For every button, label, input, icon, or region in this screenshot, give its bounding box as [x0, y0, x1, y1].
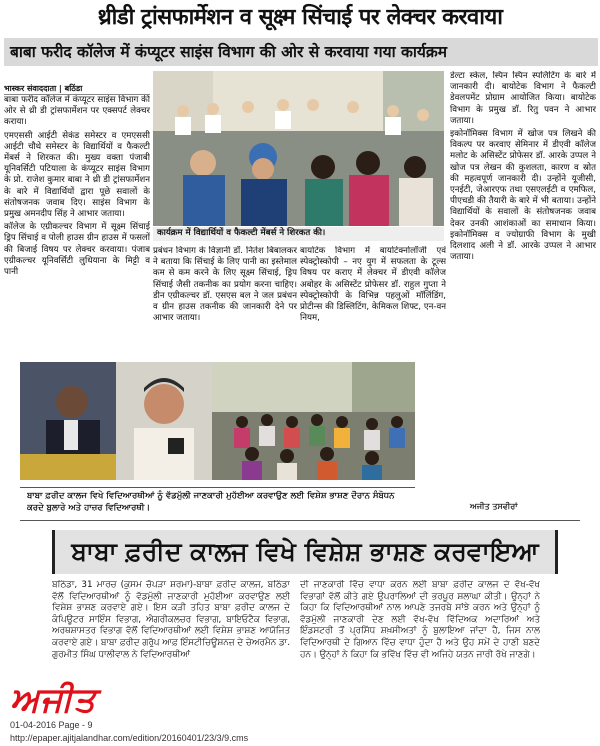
caption-divider — [20, 487, 415, 488]
paragraph: बाबा फरीद कॉलेज में कंप्यूटर साइंस विभाग की ओर से थ्री डी ट्रांसफार्मेशन पर एक्सपर्ट लेक्चर कराया। — [4, 95, 150, 128]
subheadline: बाबा फरीद कॉलेज में कंप्यूटर साइंस विभाग की ओर से करवाया गया कार्यक्रम — [4, 38, 598, 66]
speaker-photo-2 — [116, 362, 212, 480]
photo-row-caption: ਬਾਬਾ ਫ਼ਰੀਦ ਕਾਲਜ ਵਿਖੇ ਵਿਦਿਆਰਥੀਆਂ ਨੂੰ ਵੱਡਮੁੱਲੀ ਜਾਣਕਾਰੀ ਮੁਹੱਈਆ ਕਰਵਾਉਣ ਲਈ ਵਿਸ਼ੇਸ਼ ਭਾਸ਼ਣ ਦੌਰਾਨ ਸੰਬੋਧਨ ਕਰਦੇ ਬੁਲਾਰੇ ਅਤੇ ਹਾਜ਼ਰ ਵਿਦਿਆਰਥੀ। — [27, 491, 395, 513]
classroom-photo — [153, 71, 444, 226]
speaker-photo-1 — [20, 362, 116, 480]
punjabi-headline: ਬਾਬਾ ਫ਼ਰੀਦ ਕਾਲਜ ਵਿਖੇ ਵਿਸ਼ੇਸ਼ ਭਾਸ਼ਣ ਕਰਵਾਇਆ — [52, 530, 558, 574]
article-column-3: बायोटेक विभाग में बायोटेक्नोलॉजी एवं स्पेक्ट्रोस्कोपी – नए युग में सफलता के टूल्स विषय पर कराए में लेक्चर में डीएवी कॉलेज अबोहर के असिस्टेंट प्रोफेसर डॉ. राहुल गुप्ता ने स्पेक्ट्रोस्कोपी के विभिन्न पहलुओं मॉलिंडिंग, प्रोटीन्स की डिस्लिटिंग, केमिकल शिफ्ट, एन-वन नियम, — [300, 246, 446, 324]
headline: थ्रीडी ट्रांसफार्मेशन व सूक्ष्म सिंचाई पर लेक्चर करवाया — [97, 5, 503, 30]
page-info: 01-04-2016 Page - 9 — [10, 720, 93, 730]
page-url[interactable]: http://epaper.ajitjalandhar.com/edition/20160401/23/3/9.cms — [10, 733, 249, 743]
ajit-logo: ਅਜੀਤ — [10, 680, 97, 720]
section-divider — [20, 520, 580, 521]
paragraph: एमएससी आईटी सेकंड समेस्टर व एमएससी आईटी चौथे समेस्टर के विद्यार्थियों व फैकल्टी मेंबर्स ने शिरकत की। मुख्य वक्ता पंजाबी यूनिवर्सिटी पटियाला के कंप्यूटर साइंस विभाग के प्रो. राजेश कुमार बाबा ने थ्री डी ट्रांसफार्मेशन के बारे में विद्यार्थियों द्वारा पूछे सवालों के संतोषजनक जवाब दिए। साइंस विभाग के प्रमुख अमनदीप सिंह ने आभार जताया। — [4, 130, 150, 220]
photo1-caption: कार्यक्रम में विद्यार्थियों व फैकल्टी मेंबर्स ने शिरकत की। — [153, 227, 444, 241]
punjabi-column-1: ਬਠਿੰਡਾ, 31 ਮਾਰਚ (ਕੁਸਮ ਚੋਪੜਾ ਸ਼ਰਮਾ)-ਬਾਬਾ ਫ਼ਰੀਦ ਕਾਲਜ, ਬਠਿੰਡਾ ਵੱਲੋਂ ਵਿਦਿਆਰਥੀਆਂ ਨੂੰ ਵੱਡਮੁੱਲੀ ਜਾਣਕਾਰੀ ਮੁਹੱਈਆ ਕਰਵਾਉਣ ਲਈ ਵਿਸ਼ੇਸ਼ ਭਾਸ਼ਣ ਕਰਵਾਏ ਗਏ। ਇਸ ਕੜੀ ਤਹਿਤ ਬਾਬਾ ਫ਼ਰੀਦ ਕਾਲਜ ਦੇ ਕੰਪਿਊਟਰ ਸਾਇੰਸ ਵਿਭਾਗ, ਐਗਰੀਕਲਚਰ ਵਿਭਾਗ, ਬਾਇਓਟੈਕ ਵਿਭਾਗ, ਅਰਥਸ਼ਾਸਤਰ ਵਿਭਾਗ ਵੱਲੋਂ ਵਿਦਿਆਰਥੀਆਂ ਲਈ ਵਿਸ਼ੇਸ਼ ਭਾਸ਼ਣ ਆਯੋਜਿਤ ਕਰਵਾਏ ਗਏ। ਬਾਬਾ ਫ਼ਰੀਦ ਗਰੁੱਪ ਆਫ਼ ਇੰਸਟੀਚਿਊਸ਼ਨਜ਼ ਦੇ ਚੇਅਰਮੈਨ ਡਾ. ਗੁਰਮੀਤ ਸਿੰਘ ਧਾਲੀਵਾਲ ਨੇ ਵਿਦਿਆਰਥੀਆਂ — [52, 580, 290, 660]
punjabi-column-2: ਦੀ ਜਾਣਕਾਰੀ ਵਿੱਚ ਵਾਧਾ ਕਰਨ ਲਈ ਬਾਬਾ ਫ਼ਰੀਦ ਕਾਲਜ ਦੇ ਵੱਖ-ਵੱਖ ਵਿਭਾਗਾਂ ਵੱਲੋਂ ਕੀਤੇ ਗਏ ਉਪਰਾਲਿਆਂ ਦੀ ਭਰਪੂਰ ਸ਼ਲਾਘਾ ਕੀਤੀ। ਉਨ੍ਹਾਂ ਨੇ ਕਿਹਾ ਕਿ ਵਿਦਿਆਰਥੀਆਂ ਨਾਲ ਆਪਣੇ ਤਜਰਬੇ ਸਾਂਝੇ ਕਰਨ ਅਤੇ ਉਨ੍ਹਾਂ ਨੂੰ ਵੱਡਮੁੱਲੀ ਜਾਣਕਾਰੀ ਦੇਣ ਲਈ ਵੱਖ-ਵੱਖ ਵਿੱਦਿਅਕ ਅਦਾਰਿਆਂ ਅਤੇ ਇੰਡਸਟਰੀ ਤੋਂ ਪ੍ਰਸਿੱਧ ਸ਼ਖ਼ਸੀਅਤਾਂ ਨੂੰ ਬੁਲਾਇਆ ਜਾਂਦਾ ਹੈ, ਜਿਸ ਨਾਲ ਵਿਦਿਆਰਥੀ ਦੇ ਗਿਆਨ ਵਿੱਚ ਵਾਧਾ ਹੁੰਦਾ ਹੈ ਅਤੇ ਉਹ ਸਮੇਂ ਦੇ ਹਾਣੀ ਬਣਦੇ ਹਨ। ਉਨ੍ਹਾਂ ਨੇ ਕਿਹਾ ਕਿ ਭਵਿੱਖ ਵਿੱਚ ਵੀ ਅਜਿਹੇ ਯਤਨ ਜਾਰੀ ਰੱਖੇ ਜਾਣਗੇ। — [300, 580, 540, 660]
paragraph: इकोनॉमिक्स विभाग में खोज पत्र लिखने की विकल्प पर करवाए सेमिनार में डीएवी कॉलेज मलोट के असिस्टेंट प्रोफेसर डॉ. आरके उप्पल ने खोज पत्र लेखन की कुशलता, कारण व स्रोत की महत्वपूर्ण जानकारी दी। उन्होंने यूजीसी, एनईटी, जेआरएफ तथा एसएलईटी व एमफिल, पीएचडी की तैयारी के बारे में भी बताया। उन्होंने विद्यार्थियों के सवालों के संतोषजनक जवाब देकर उनकी आशंकाओं का समाधान किया। इकोनॉमिक्स व ज्योग्राफी विभाग के मुखी दिलशाद अली ने डॉ. आरके उप्पल ने आभार जताया। — [450, 129, 596, 263]
paragraph: डेल्टा स्केल, स्पिन स्पिन स्पलिटिंग के बारे में जानकारी दी। बायोटेक विभाग ने फैकल्टी डेवलपमेंट प्रोग्राम आयोजित किया। बायोटेक विभाग के प्रमुख डॉ. रितु पवन ने आभार जताया। — [450, 71, 596, 126]
article-column-2: प्रबंधन विभाग के विज्ञानी डॉ. नितेश बिबालकर ने बताया कि सिंचाई के लिए पानी का इस्तेमाल कम से कम करने के लिए सूक्ष्म सिंचाई, ड्रिप सिंचाई जैसी तकनीक का प्रयोग करना चाहिए। डीन एग्रीकल्चर डॉ. एसएस बल ने जल प्रबंधन व ग्रीन हाउस तकनीक की जानकारी देने पर आभार जताया। — [153, 246, 297, 324]
photo-credit: ਅਜੀਤ ਤਸਵੀਰਾਂ — [470, 502, 518, 511]
article-column-4 — [450, 71, 596, 418]
byline: भास्कर संवाददाता | बठिंडा — [4, 83, 150, 95]
audience-photo — [212, 362, 415, 480]
paragraph: कॉलेज के एग्रीकल्चर विभाग में सूक्ष्म सिंचाई ड्रिप सिंचाई व पोली हाउस ग्रीन हाउस में फसलों की बिजाई विषय पर लेक्चर करवाया। पंजाब एग्रीकल्चर यूनिवर्सिटी लुधियाना के मिट्टी व पानी — [4, 222, 150, 278]
